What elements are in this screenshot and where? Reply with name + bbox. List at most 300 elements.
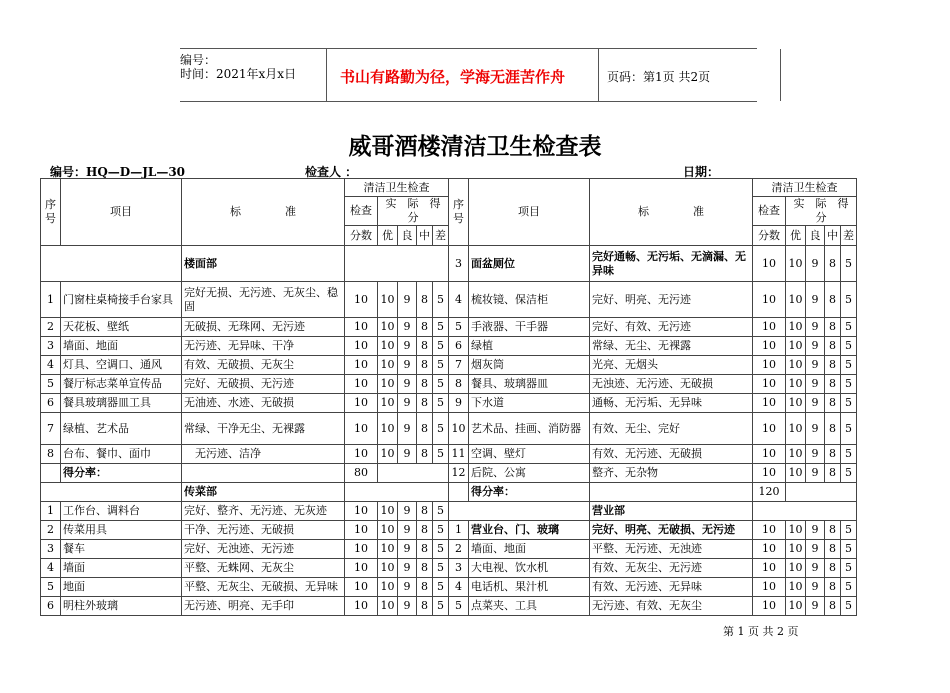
row-item: 门窗柱桌椅接手台家具 bbox=[61, 282, 182, 318]
header-slogan-cell bbox=[326, 49, 781, 101]
date-label: 日期： bbox=[683, 165, 720, 179]
row-item: 空调、壁灯 bbox=[469, 445, 590, 464]
grade-score: 8 bbox=[825, 356, 841, 375]
grade-score: 9 bbox=[398, 356, 417, 375]
grade-score: 5 bbox=[433, 356, 449, 375]
row-item: 工作台、调料台 bbox=[61, 502, 182, 521]
grade-score: 10 bbox=[786, 375, 806, 394]
row-standard: 无破损、无珠网、无污迹 bbox=[182, 318, 345, 337]
inspector-label: 检查人 ： bbox=[305, 165, 358, 179]
grade-score: 9 bbox=[806, 540, 825, 559]
row-seq: 6 bbox=[41, 394, 61, 413]
grade-score: 9 bbox=[398, 282, 417, 318]
table-cell bbox=[449, 502, 590, 521]
grade-score: 5 bbox=[841, 540, 857, 559]
table-cell bbox=[345, 483, 449, 502]
row-seq: 4 bbox=[41, 559, 61, 578]
col-seq: 序号 bbox=[449, 179, 469, 246]
grade-score: 5 bbox=[433, 578, 449, 597]
grade-score: 5 bbox=[433, 337, 449, 356]
grade-score: 9 bbox=[398, 597, 417, 616]
grade-score: 9 bbox=[398, 502, 417, 521]
grade-score: 9 bbox=[806, 318, 825, 337]
grade-score: 8 bbox=[825, 246, 841, 282]
header-row-1 bbox=[41, 179, 857, 197]
col-grade: 差 bbox=[841, 226, 857, 246]
check-score: 10 bbox=[753, 464, 786, 483]
row-standard: 通畅、无污垢、无异味 bbox=[590, 394, 753, 413]
row-seq: 3 bbox=[449, 559, 469, 578]
col-actual-score: 实 际 得 分 bbox=[378, 197, 449, 226]
table-row bbox=[41, 282, 857, 318]
grade-score: 5 bbox=[433, 445, 449, 464]
check-score: 10 bbox=[345, 559, 378, 578]
row-item: 梳妆镜、保洁柜 bbox=[469, 282, 590, 318]
grade-score: 5 bbox=[433, 559, 449, 578]
col-grade: 中 bbox=[825, 226, 841, 246]
grade-score: 9 bbox=[398, 445, 417, 464]
row-standard: 有效、无污迹、无异味 bbox=[590, 578, 753, 597]
row-standard: 无污迹、有效、无灰尘 bbox=[590, 597, 753, 616]
row-standard: 完好通畅、无污垢、无滴漏、无异味 bbox=[590, 246, 753, 282]
check-score: 10 bbox=[753, 540, 786, 559]
grade-score: 5 bbox=[433, 521, 449, 540]
grade-score: 9 bbox=[806, 375, 825, 394]
table-row bbox=[41, 559, 857, 578]
grade-score: 5 bbox=[841, 356, 857, 375]
score-rate-value: 120 bbox=[753, 483, 786, 502]
grade-score: 10 bbox=[378, 540, 398, 559]
header-divider bbox=[598, 49, 599, 101]
grade-score: 8 bbox=[417, 540, 433, 559]
section-title: 传菜部 bbox=[182, 483, 345, 502]
score-rate-label: 得分率： bbox=[61, 464, 182, 483]
grade-score: 10 bbox=[786, 413, 806, 445]
grade-score: 8 bbox=[825, 394, 841, 413]
table-cell bbox=[41, 483, 182, 502]
row-seq: 5 bbox=[449, 597, 469, 616]
col-check-score-b: 分数 bbox=[753, 226, 786, 246]
grade-score: 10 bbox=[786, 356, 806, 375]
row-item: 面盆厕位 bbox=[469, 246, 590, 282]
row-item: 灯具、空调口、通风 bbox=[61, 356, 182, 375]
grade-score: 10 bbox=[786, 394, 806, 413]
row-seq: 1 bbox=[41, 282, 61, 318]
row-seq: 4 bbox=[449, 282, 469, 318]
row-seq: 5 bbox=[449, 318, 469, 337]
row-standard: 常绿、干净无尘、无裸露 bbox=[182, 413, 345, 445]
table-row bbox=[41, 464, 857, 483]
row-item: 墙面 bbox=[61, 559, 182, 578]
grade-score: 10 bbox=[786, 246, 806, 282]
col-check-score: 检查 bbox=[345, 197, 378, 226]
check-score: 10 bbox=[753, 413, 786, 445]
grade-score: 10 bbox=[786, 521, 806, 540]
grade-score: 8 bbox=[417, 413, 433, 445]
row-item: 墙面、地面 bbox=[61, 337, 182, 356]
grade-score: 5 bbox=[841, 246, 857, 282]
row-seq: 3 bbox=[41, 337, 61, 356]
form-code: 编号：HQ—D—JL—30 bbox=[50, 165, 186, 179]
grade-score: 8 bbox=[417, 375, 433, 394]
table-row bbox=[41, 356, 857, 375]
grade-score: 5 bbox=[433, 318, 449, 337]
grade-score: 10 bbox=[786, 597, 806, 616]
grade-score: 8 bbox=[825, 578, 841, 597]
row-item: 地面 bbox=[61, 578, 182, 597]
grade-score: 9 bbox=[398, 413, 417, 445]
header-page-info: 页码：第1页 共2页 bbox=[607, 70, 711, 84]
grade-score: 10 bbox=[378, 578, 398, 597]
grade-score: 5 bbox=[841, 337, 857, 356]
row-item: 点菜夹、工具 bbox=[469, 597, 590, 616]
check-score: 10 bbox=[753, 394, 786, 413]
col-check-score: 检查 bbox=[753, 197, 786, 226]
grade-score: 9 bbox=[806, 597, 825, 616]
page-footer: 第 1 页 共 2 页 bbox=[723, 625, 799, 638]
row-standard: 无污迹、无异味、干净 bbox=[182, 337, 345, 356]
grade-score: 5 bbox=[841, 445, 857, 464]
section-title: 营业部 bbox=[590, 502, 753, 521]
row-standard: 平整、无蛛网、无灰尘 bbox=[182, 559, 345, 578]
grade-score: 9 bbox=[806, 394, 825, 413]
row-item: 营业台、门、玻璃 bbox=[469, 521, 590, 540]
row-standard: 干净、无污迹、无破损 bbox=[182, 521, 345, 540]
check-score: 10 bbox=[345, 282, 378, 318]
row-seq: 9 bbox=[449, 394, 469, 413]
check-score: 10 bbox=[345, 445, 378, 464]
grade-score: 10 bbox=[786, 282, 806, 318]
grade-score: 8 bbox=[417, 597, 433, 616]
row-item: 后院、公寓 bbox=[469, 464, 590, 483]
header-code-label: 编号： bbox=[180, 53, 217, 67]
grade-score: 9 bbox=[398, 578, 417, 597]
grade-score: 8 bbox=[417, 282, 433, 318]
row-seq: 5 bbox=[41, 375, 61, 394]
row-seq: 8 bbox=[41, 445, 61, 464]
table-cell bbox=[753, 502, 857, 521]
row-seq: 8 bbox=[449, 375, 469, 394]
row-standard: 无油迹、水迹、无破损 bbox=[182, 394, 345, 413]
grade-score: 8 bbox=[417, 445, 433, 464]
table-row bbox=[41, 521, 857, 540]
grade-score: 10 bbox=[378, 394, 398, 413]
col-grade: 优 bbox=[378, 226, 398, 246]
grade-score: 10 bbox=[378, 375, 398, 394]
grade-score: 8 bbox=[825, 445, 841, 464]
grade-score: 5 bbox=[433, 394, 449, 413]
row-seq: 12 bbox=[449, 464, 469, 483]
row-item: 下水道 bbox=[469, 394, 590, 413]
check-score: 10 bbox=[345, 502, 378, 521]
table-row bbox=[41, 375, 857, 394]
table-cell bbox=[449, 483, 469, 502]
row-seq: 4 bbox=[41, 356, 61, 375]
grade-score: 10 bbox=[786, 540, 806, 559]
grade-score: 9 bbox=[806, 356, 825, 375]
check-score: 10 bbox=[753, 356, 786, 375]
grade-score: 8 bbox=[825, 521, 841, 540]
grade-score: 10 bbox=[786, 578, 806, 597]
grade-score: 5 bbox=[433, 502, 449, 521]
grade-score: 9 bbox=[398, 559, 417, 578]
table-body bbox=[41, 246, 857, 616]
row-standard: 完好、无浊迹、无污迹 bbox=[182, 540, 345, 559]
check-score: 10 bbox=[753, 559, 786, 578]
grade-score: 5 bbox=[841, 375, 857, 394]
grade-score: 5 bbox=[841, 394, 857, 413]
row-standard: 有效、无灰尘、无污迹 bbox=[590, 559, 753, 578]
grade-score: 9 bbox=[398, 540, 417, 559]
row-standard: 完好无损、无污迹、无灰尘、稳固 bbox=[182, 282, 345, 318]
row-seq: 4 bbox=[449, 578, 469, 597]
table-row bbox=[41, 445, 857, 464]
check-score: 10 bbox=[753, 337, 786, 356]
grade-score: 8 bbox=[825, 337, 841, 356]
grade-score: 8 bbox=[417, 356, 433, 375]
check-score: 10 bbox=[345, 375, 378, 394]
grade-score: 10 bbox=[786, 318, 806, 337]
row-standard: 无浊迹、无污迹、无破损 bbox=[590, 375, 753, 394]
row-standard: 平整、无污迹、无浊迹 bbox=[590, 540, 753, 559]
grade-score: 10 bbox=[786, 445, 806, 464]
row-standard: 完好、整齐、无污迹、无灰迹 bbox=[182, 502, 345, 521]
table-row bbox=[41, 413, 857, 445]
grade-score: 9 bbox=[806, 464, 825, 483]
table-cell bbox=[590, 483, 753, 502]
row-standard: 整齐、无杂物 bbox=[590, 464, 753, 483]
row-item: 电话机、果汁机 bbox=[469, 578, 590, 597]
check-score: 10 bbox=[345, 394, 378, 413]
grade-score: 10 bbox=[378, 445, 398, 464]
grade-score: 5 bbox=[841, 559, 857, 578]
grade-score: 5 bbox=[841, 597, 857, 616]
grade-score: 10 bbox=[378, 318, 398, 337]
table-cell bbox=[182, 464, 345, 483]
row-standard: 完好、明亮、无污迹 bbox=[590, 282, 753, 318]
grade-score: 9 bbox=[806, 413, 825, 445]
grade-score: 8 bbox=[417, 578, 433, 597]
row-standard: 有效、无尘、完好 bbox=[590, 413, 753, 445]
grade-score: 9 bbox=[806, 282, 825, 318]
table-row bbox=[41, 597, 857, 616]
grade-score: 9 bbox=[806, 559, 825, 578]
row-seq: 10 bbox=[449, 413, 469, 445]
row-standard: 完好、明亮、无破损、无污迹 bbox=[590, 521, 753, 540]
row-standard: 完好、有效、无污迹 bbox=[590, 318, 753, 337]
header-time-label: 时间：2021年x月x日 bbox=[180, 67, 297, 81]
check-score: 10 bbox=[345, 597, 378, 616]
grade-score: 5 bbox=[841, 464, 857, 483]
grade-score: 10 bbox=[378, 282, 398, 318]
row-item: 餐厅标志菜单宣传品 bbox=[61, 375, 182, 394]
grade-score: 8 bbox=[825, 413, 841, 445]
grade-score: 8 bbox=[417, 318, 433, 337]
check-score: 10 bbox=[753, 375, 786, 394]
row-item: 绿植 bbox=[469, 337, 590, 356]
grade-score: 9 bbox=[806, 246, 825, 282]
grade-score: 9 bbox=[398, 394, 417, 413]
check-score: 10 bbox=[345, 521, 378, 540]
row-item: 墙面、地面 bbox=[469, 540, 590, 559]
grade-score: 5 bbox=[841, 521, 857, 540]
row-seq: 2 bbox=[449, 540, 469, 559]
table-cell bbox=[41, 464, 61, 483]
table-cell bbox=[41, 246, 182, 282]
row-item: 绿植、艺术品 bbox=[61, 413, 182, 445]
row-item: 大电视、饮水机 bbox=[469, 559, 590, 578]
col-seq: 序号 bbox=[41, 179, 61, 246]
check-score: 10 bbox=[345, 578, 378, 597]
grade-score: 8 bbox=[417, 337, 433, 356]
row-seq: 6 bbox=[449, 337, 469, 356]
row-item: 明柱外玻璃 bbox=[61, 597, 182, 616]
table-cell bbox=[378, 464, 449, 483]
table-cell bbox=[345, 246, 449, 282]
grade-score: 9 bbox=[806, 337, 825, 356]
check-score: 10 bbox=[753, 521, 786, 540]
row-standard: 完好、无破损、无污迹 bbox=[182, 375, 345, 394]
check-score: 10 bbox=[345, 413, 378, 445]
col-grade: 中 bbox=[417, 226, 433, 246]
grade-score: 10 bbox=[786, 464, 806, 483]
header-slogan: 书山有路勤为径，学海无涯苦作舟 bbox=[339, 68, 565, 86]
check-score: 10 bbox=[345, 337, 378, 356]
table-row bbox=[41, 318, 857, 337]
grade-score: 10 bbox=[378, 356, 398, 375]
inspection-table bbox=[40, 178, 860, 616]
grade-score: 10 bbox=[786, 559, 806, 578]
row-item: 台布、餐巾、面巾 bbox=[61, 445, 182, 464]
row-seq: 2 bbox=[41, 318, 61, 337]
grade-score: 8 bbox=[825, 559, 841, 578]
grade-score: 5 bbox=[841, 318, 857, 337]
grade-score: 8 bbox=[417, 521, 433, 540]
grade-score: 8 bbox=[825, 464, 841, 483]
check-score: 10 bbox=[345, 318, 378, 337]
document-title: 威哥酒楼清洁卫生检查表 bbox=[348, 133, 602, 160]
row-standard: 常绿、无尘、无裸露 bbox=[590, 337, 753, 356]
grade-score: 10 bbox=[378, 521, 398, 540]
row-standard: 有效、无污迹、无破损 bbox=[590, 445, 753, 464]
grade-score: 5 bbox=[433, 597, 449, 616]
grade-score: 9 bbox=[806, 445, 825, 464]
row-seq: 1 bbox=[449, 521, 469, 540]
grade-score: 10 bbox=[786, 337, 806, 356]
col-standard: 标 准 bbox=[590, 179, 753, 246]
row-seq: 11 bbox=[449, 445, 469, 464]
row-item: 艺术品、挂画、消防器 bbox=[469, 413, 590, 445]
row-item: 手液器、干手器 bbox=[469, 318, 590, 337]
grade-score: 10 bbox=[378, 413, 398, 445]
table-row bbox=[41, 337, 857, 356]
grade-score: 8 bbox=[417, 502, 433, 521]
grade-score: 9 bbox=[398, 337, 417, 356]
row-seq: 7 bbox=[41, 413, 61, 445]
table-row bbox=[41, 483, 857, 502]
row-seq: 3 bbox=[449, 246, 469, 282]
grade-score: 5 bbox=[433, 540, 449, 559]
row-standard: 有效、无破损、无灰尘 bbox=[182, 356, 345, 375]
col-grade: 优 bbox=[786, 226, 806, 246]
grade-score: 9 bbox=[806, 521, 825, 540]
row-standard: 光亮、无烟头 bbox=[590, 356, 753, 375]
score-rate-value: 80 bbox=[345, 464, 378, 483]
check-score: 10 bbox=[753, 282, 786, 318]
col-standard: 标 准 bbox=[182, 179, 345, 246]
col-group: 清洁卫生检查 bbox=[753, 179, 857, 197]
table-row bbox=[41, 578, 857, 597]
grade-score: 10 bbox=[378, 337, 398, 356]
grade-score: 5 bbox=[841, 578, 857, 597]
grade-score: 9 bbox=[806, 578, 825, 597]
col-grade: 良 bbox=[398, 226, 417, 246]
grade-score: 8 bbox=[825, 540, 841, 559]
row-seq: 5 bbox=[41, 578, 61, 597]
table-row bbox=[41, 540, 857, 559]
row-item: 传菜用具 bbox=[61, 521, 182, 540]
table-row bbox=[41, 246, 857, 282]
row-standard: 无污迹、明亮、无手印 bbox=[182, 597, 345, 616]
check-score: 10 bbox=[345, 356, 378, 375]
row-seq: 3 bbox=[41, 540, 61, 559]
grade-score: 10 bbox=[378, 597, 398, 616]
row-item: 餐具玻璃器皿工具 bbox=[61, 394, 182, 413]
row-item: 餐车 bbox=[61, 540, 182, 559]
col-actual-score: 实 际 得 分 bbox=[786, 197, 857, 226]
row-standard: 无污迹、洁净 bbox=[182, 445, 345, 464]
table-row bbox=[41, 502, 857, 521]
grade-score: 8 bbox=[825, 282, 841, 318]
grade-score: 5 bbox=[841, 282, 857, 318]
grade-score: 5 bbox=[433, 413, 449, 445]
check-score: 10 bbox=[753, 445, 786, 464]
row-item: 烟灰筒 bbox=[469, 356, 590, 375]
check-score: 10 bbox=[753, 578, 786, 597]
grade-score: 8 bbox=[417, 559, 433, 578]
score-rate-label: 得分率： bbox=[469, 483, 590, 502]
row-standard: 平整、无灰尘、无破损、无异味 bbox=[182, 578, 345, 597]
grade-score: 5 bbox=[433, 375, 449, 394]
row-item: 餐具、玻璃器皿 bbox=[469, 375, 590, 394]
row-seq: 6 bbox=[41, 597, 61, 616]
table-cell bbox=[786, 483, 857, 502]
grade-score: 9 bbox=[398, 375, 417, 394]
row-seq: 2 bbox=[41, 521, 61, 540]
grade-score: 10 bbox=[378, 559, 398, 578]
col-check-score-b: 分数 bbox=[345, 226, 378, 246]
grade-score: 5 bbox=[433, 282, 449, 318]
grade-score: 10 bbox=[378, 502, 398, 521]
grade-score: 8 bbox=[825, 375, 841, 394]
col-item: 项目 bbox=[469, 179, 590, 246]
check-score: 10 bbox=[345, 540, 378, 559]
grade-score: 9 bbox=[398, 521, 417, 540]
check-score: 10 bbox=[753, 597, 786, 616]
grade-score: 8 bbox=[825, 318, 841, 337]
section-title: 楼面部 bbox=[182, 246, 345, 282]
col-grade: 差 bbox=[433, 226, 449, 246]
grade-score: 5 bbox=[841, 413, 857, 445]
grade-score: 8 bbox=[417, 394, 433, 413]
check-score: 10 bbox=[753, 246, 786, 282]
grade-score: 8 bbox=[825, 597, 841, 616]
row-seq: 1 bbox=[41, 502, 61, 521]
col-grade: 良 bbox=[806, 226, 825, 246]
check-score: 10 bbox=[753, 318, 786, 337]
row-seq: 7 bbox=[449, 356, 469, 375]
col-item: 项目 bbox=[61, 179, 182, 246]
